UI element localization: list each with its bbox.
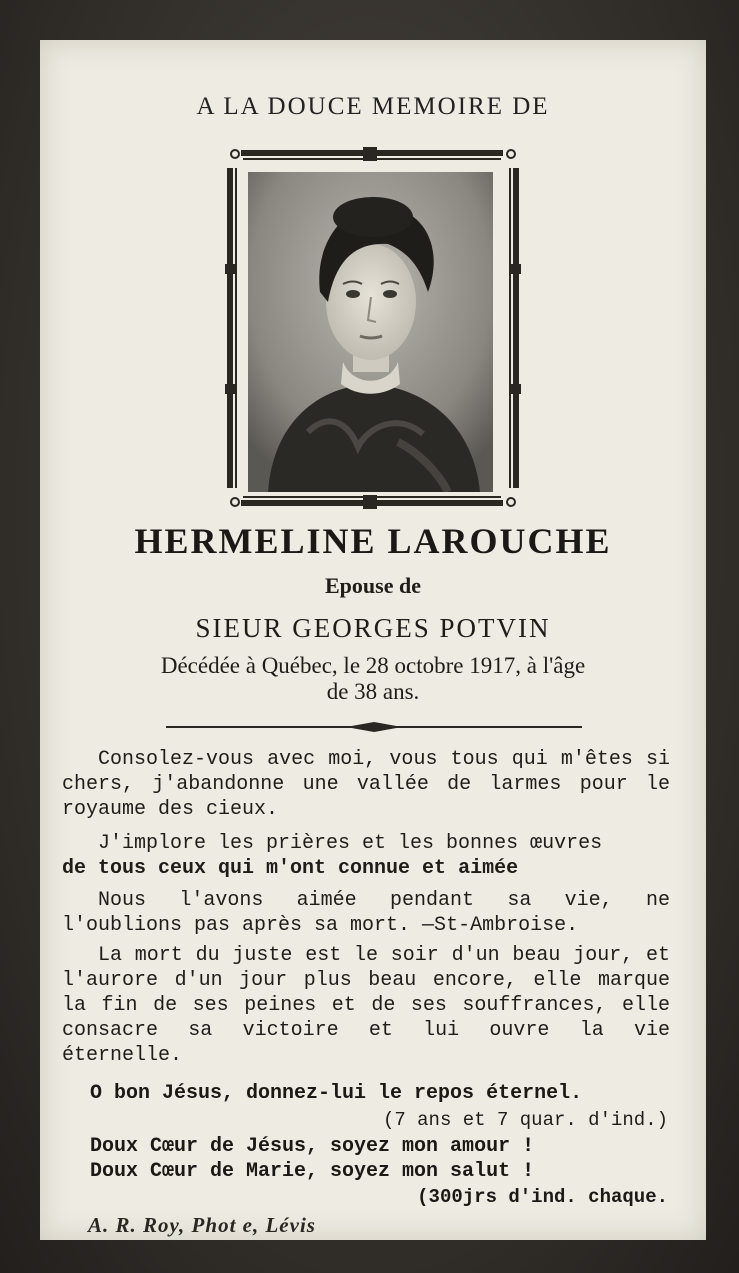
death-line-1: Décédée à Québec, le 28 octobre 1917, à l'âge	[160, 653, 586, 678]
deceased-name: HERMELINE LAROUCHE	[134, 521, 612, 561]
verse-prayers-line-1: J'implore les prières et les bonnes œuvres	[98, 832, 603, 855]
prayer-line: O bon Jésus, donnez-lui le repos éternel.	[90, 1082, 583, 1105]
ornamental-divider	[166, 720, 582, 734]
indulgence-note-2: (300jrs d'ind. chaque.	[417, 1186, 668, 1208]
verse-death-of-the-just: La mort du juste est le soir d'un beau jour, et l'aurore d'un jour plus beau encore, elle marque la fin de ses peines et de ses souffrances, elle consacre sa victoire et lui ouvre la vie éternelle.	[62, 944, 670, 1067]
memorial-header: A LA DOUCE MEMOIRE DE	[196, 93, 550, 120]
indulgence-note-1: (7 ans et 7 quar. d'ind.)	[382, 1109, 668, 1131]
memorial-card	[40, 40, 706, 1240]
death-details	[60, 653, 686, 705]
woman-portrait-image	[248, 172, 493, 492]
invocation-heart-of-mary: Doux Cœur de Marie, soyez mon salut !	[90, 1160, 535, 1183]
verse-prayers	[62, 831, 670, 881]
portrait-frame	[223, 144, 523, 514]
verse-consolation: Consolez-vous avec moi, vous tous qui m'êtes si chers, j'abandonne une vallée de larmes pour le royaume des cieux.	[62, 748, 670, 821]
photographer-credit: A. R. Roy, Phot e, Lévis	[88, 1213, 316, 1237]
death-line-2: de 38 ans.	[326, 679, 420, 704]
spouse-label: Epouse de	[325, 573, 421, 598]
verse-st-ambroise: Nous l'avons aimée pendant sa vie, ne l'oublions pas après sa mort. —St-Ambroise.	[62, 889, 670, 937]
verse-prayers-line-2: de tous ceux qui m'ont connue et aimée	[62, 857, 519, 880]
spouse-name: SIEUR GEORGES POTVIN	[195, 613, 551, 643]
portrait-photo	[248, 172, 493, 492]
invocation-sacred-heart: Doux Cœur de Jésus, soyez mon amour !	[90, 1135, 535, 1158]
